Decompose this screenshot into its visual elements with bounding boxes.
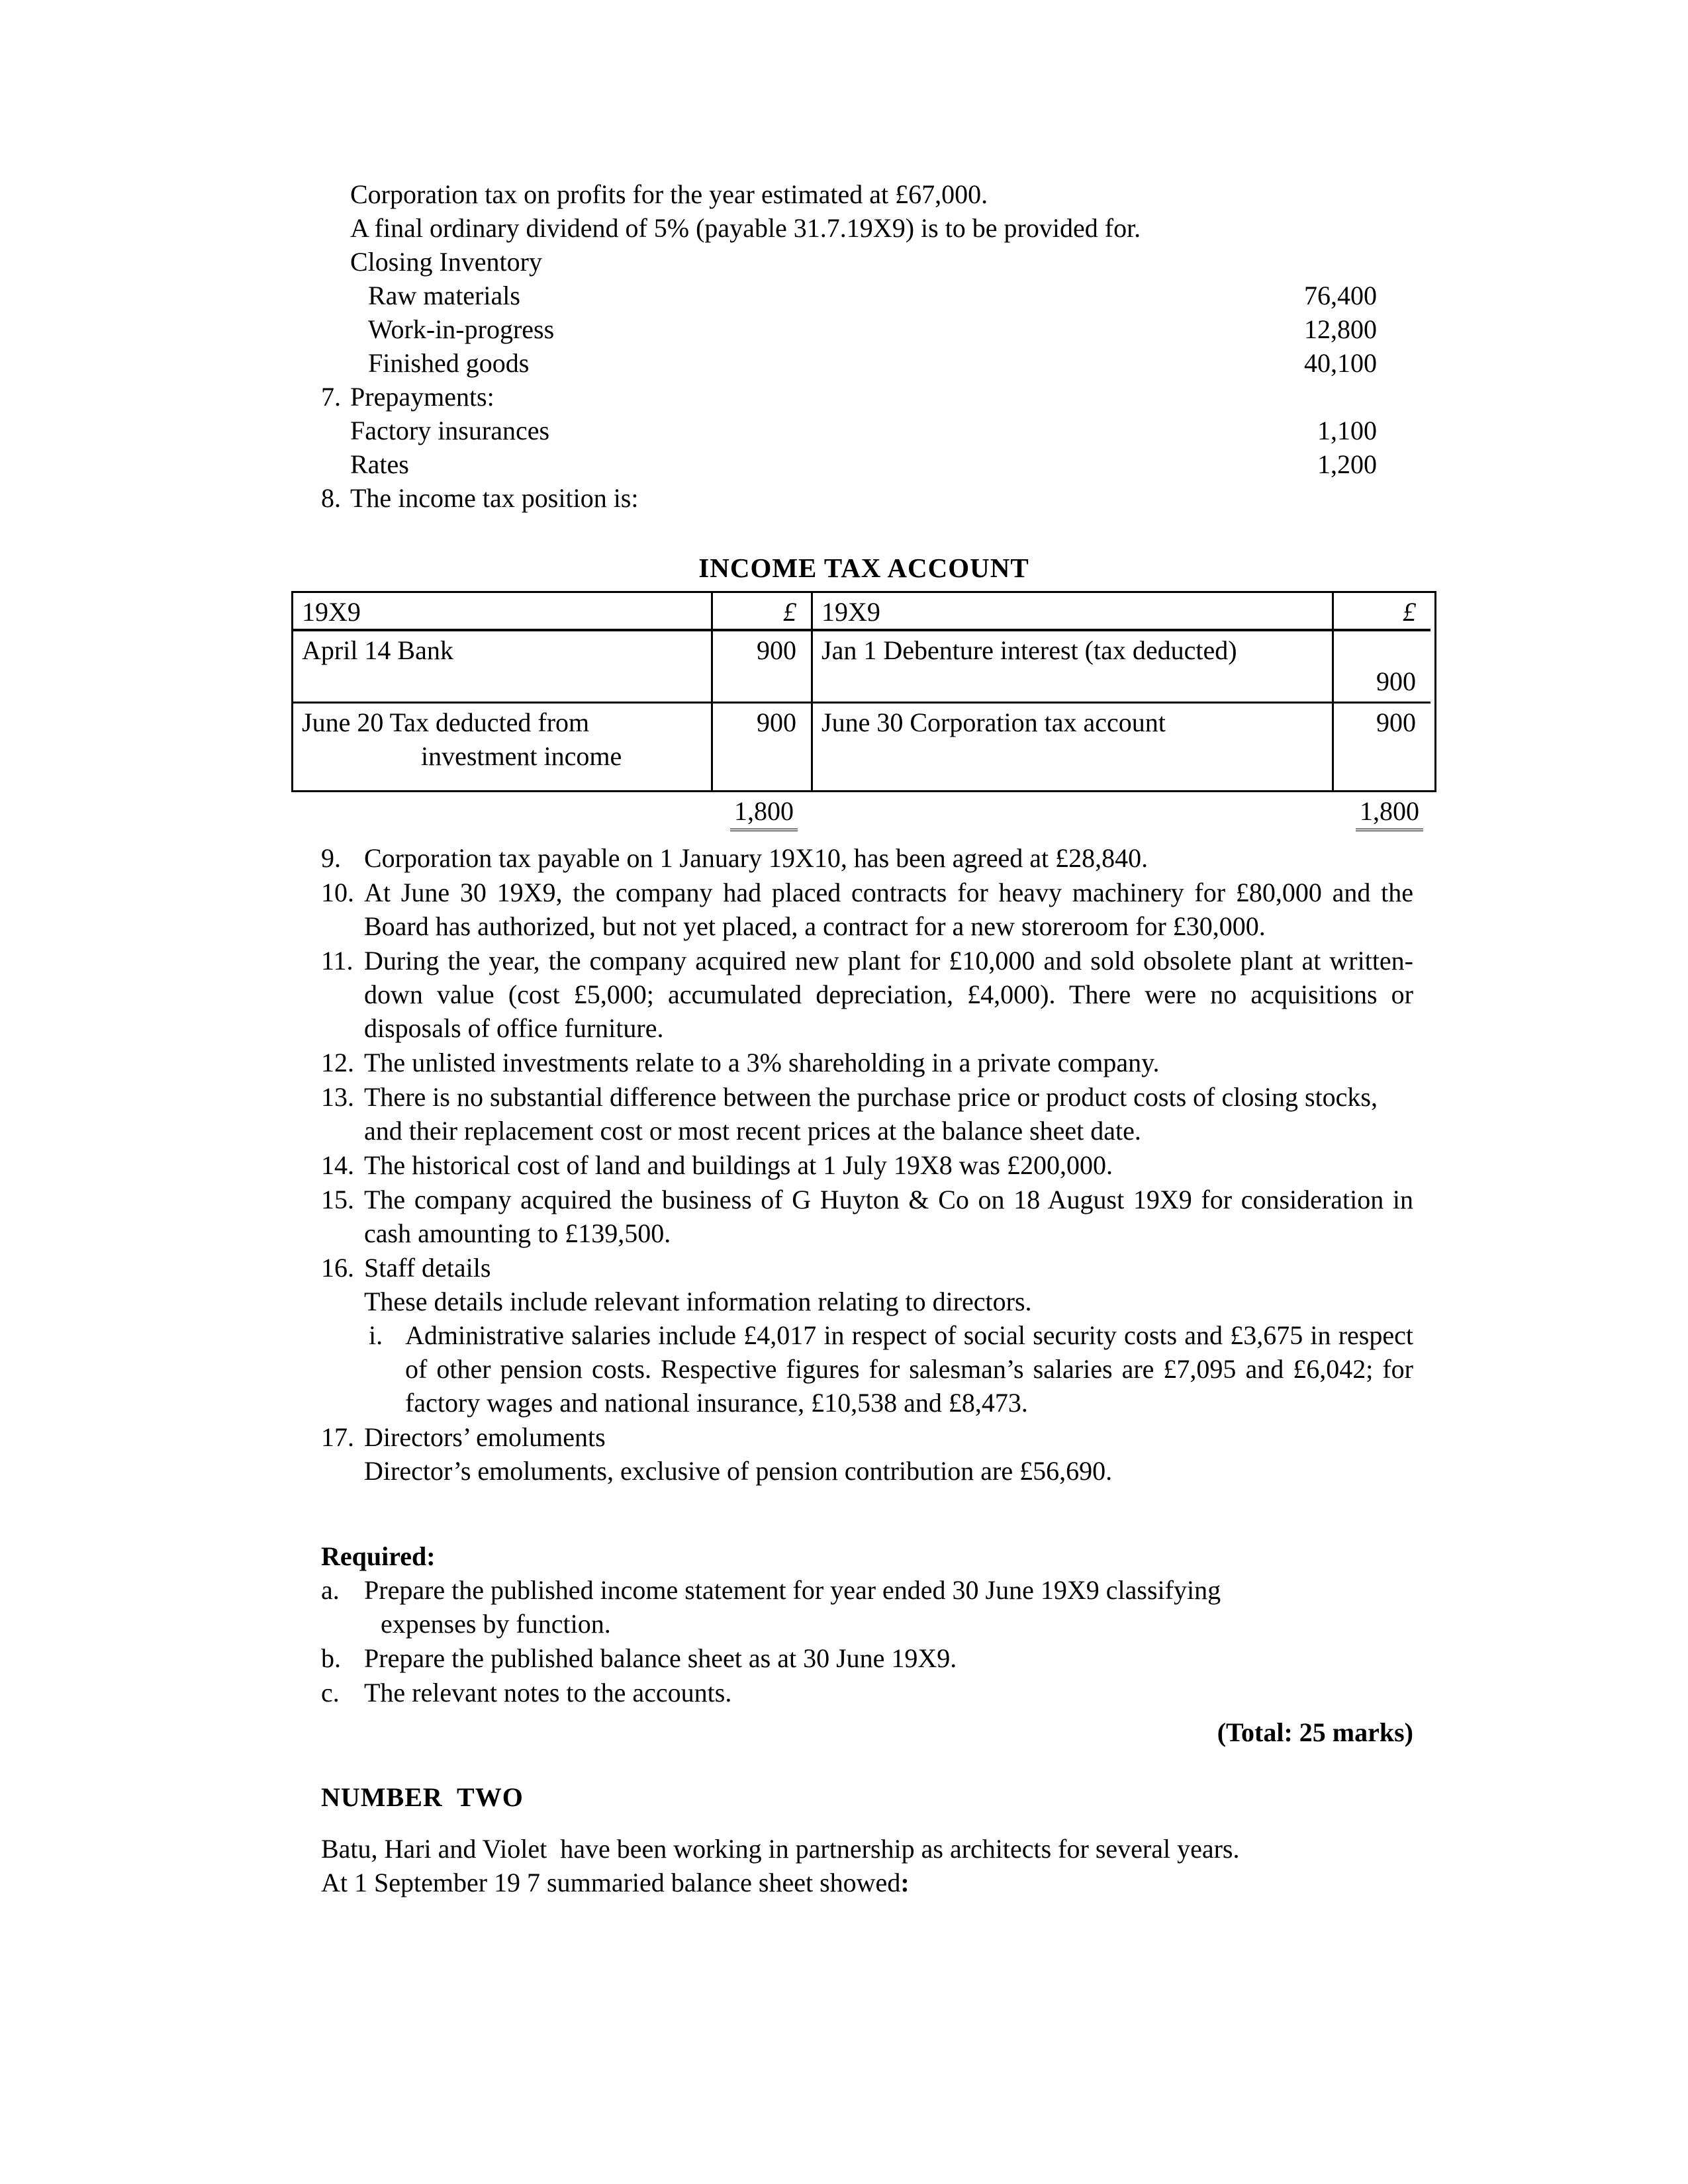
row2-right-desc: June 30 Corporation tax account (813, 704, 1334, 790)
row1-right-amount: 900 (1334, 631, 1430, 704)
income-tax-account-table (291, 591, 1436, 792)
sub-item-text: Administrative salaries include £4,017 in respect of social security costs and £3,675 in respect of other pension costs. Respective figures for salesman’s salaries are £7,095 and £6,042; for factory wages and national insurance, £10,538 and £8,473. (405, 1320, 1413, 1418)
list-item-17 (321, 1420, 1413, 1488)
list-item-10 (321, 876, 1413, 943)
item-number: 9. (321, 843, 341, 873)
list-item-8 (321, 481, 1413, 515)
list-item-12 (321, 1046, 1413, 1079)
item-text: At June 30 19X9, the company had placed contracts for heavy machinery for £80,000 and the Board has authorized, but not yet placed, a contract for a new storeroom for £30,000. (364, 878, 1413, 941)
table-row-2 (293, 704, 1434, 790)
balance-sheet-line (321, 1866, 1413, 1899)
inventory-row (321, 279, 1413, 312)
row2-left-desc-line2: investment income (421, 741, 622, 771)
header-right-pound: £ (1334, 593, 1430, 631)
spacer (554, 312, 1304, 346)
prepayment-row (321, 447, 1413, 481)
list-item-16 (321, 1251, 1413, 1420)
required-heading: Required: (321, 1541, 436, 1571)
intro-line-final-dividend: A final ordinary dividend of 5% (payable 31.7.19X9) is to be provided for. (350, 213, 1141, 243)
item-number: 8. (321, 483, 341, 513)
item-title: Directors’ emoluments (364, 1422, 606, 1452)
table-totals-row (291, 794, 1436, 833)
table-row-1 (293, 631, 1434, 704)
numbered-items (321, 841, 1413, 1488)
item-letter: a. (321, 1575, 340, 1605)
total-marks: (Total: 25 marks) (1217, 1717, 1413, 1747)
item-title: Staff details (364, 1253, 491, 1283)
item-text: The income tax position is: (350, 483, 639, 513)
prepayment-value: 1,100 (1317, 416, 1377, 445)
list-item-13 (321, 1080, 1413, 1148)
spacer (529, 346, 1304, 380)
required-item-a (321, 1573, 1413, 1641)
required-text-line2: expenses by function. (381, 1609, 611, 1639)
item-text: There is no substantial difference between the purchase price or product costs of closing stocks, (364, 1082, 1378, 1112)
intro-line-closing-inventory: Closing Inventory (350, 247, 542, 277)
item-number: 12. (321, 1048, 354, 1077)
balance-sheet-colon: : (900, 1868, 910, 1897)
prepayment-row (321, 414, 1413, 447)
required-text: Prepare the published income statement for year ended 30 June 19X9 classifying (364, 1575, 1221, 1605)
list-item-11 (321, 944, 1413, 1045)
item-number: 15. (321, 1185, 354, 1214)
item-title: Prepayments: (350, 382, 494, 412)
list-item-7 (321, 380, 1413, 414)
sub-item-number: i. (369, 1320, 383, 1350)
item-letter: b. (321, 1643, 341, 1673)
row1-right-desc: Jan 1 Debenture interest (tax deducted) (813, 631, 1334, 704)
item-number: 10. (321, 878, 354, 907)
item-number: 13. (321, 1082, 354, 1112)
prepayment-label: Factory insurances (350, 416, 550, 445)
item-letter: c. (321, 1678, 340, 1707)
item-number: 7. (321, 382, 341, 412)
item-number: 11. (321, 946, 353, 976)
balance-sheet-text: At 1 September 19 7 summaried balance sheet showed (321, 1868, 901, 1897)
row1-left-amount: 900 (713, 631, 813, 704)
list-item-15 (321, 1183, 1413, 1250)
list-item-9 (321, 841, 1413, 875)
income-tax-account-title: INCOME TAX ACCOUNT (698, 553, 1029, 583)
item-text: The historical cost of land and buildings at 1 July 19X8 was £200,000. (364, 1150, 1113, 1180)
inventory-label: Finished goods (368, 348, 530, 378)
item-text: Corporation tax payable on 1 January 19X10, has been agreed at £28,840. (364, 843, 1149, 873)
sub-item-i (369, 1318, 1413, 1420)
total-left: 1,800 (730, 794, 798, 831)
number-two-heading: NUMBER TWO (321, 1782, 524, 1812)
intro-line-corporation-tax: Corporation tax on profits for the year estimated at £67,000. (350, 179, 988, 209)
item-number: 16. (321, 1253, 354, 1283)
header-right-year: 19X9 (813, 593, 1334, 631)
table-header-row (293, 593, 1434, 631)
inventory-label: Raw materials (368, 281, 520, 310)
row2-left-amount: 900 (713, 704, 813, 790)
required-item-c (321, 1676, 1413, 1709)
required-text: Prepare the published balance sheet as at 30 June 19X9. (364, 1643, 957, 1673)
inventory-label: Work-in-progress (368, 314, 555, 344)
row2-left-desc-line1: June 20 Tax deducted from (302, 707, 590, 737)
row2-left-desc (293, 704, 713, 790)
prepayment-value: 1,200 (1317, 449, 1377, 479)
row1-left-desc: April 14 Bank (293, 631, 713, 704)
partnership-intro-line: Batu, Hari and Violet have been working in partnership as architects for several years. (321, 1834, 1240, 1864)
row2-right-amount: 900 (1376, 707, 1416, 737)
header-left-pound: £ (713, 593, 813, 631)
inventory-row (321, 312, 1413, 346)
spacer (549, 414, 1317, 447)
inventory-value: 76,400 (1304, 281, 1377, 310)
item-number: 17. (321, 1422, 354, 1452)
item-text: The company acquired the business of G Huyton & Co on 18 August 19X9 for consideration in cash amounting to £139,500. (364, 1185, 1413, 1248)
list-item-14 (321, 1148, 1413, 1182)
item-text-line2: These details include relevant information relating to directors. (364, 1287, 1032, 1316)
spacer (409, 447, 1317, 481)
prepayment-label: Rates (350, 449, 409, 479)
required-item-b (321, 1641, 1413, 1675)
spacer (520, 279, 1304, 312)
header-left-year: 19X9 (293, 593, 713, 631)
item-text-line2: Director’s emoluments, exclusive of pension contribution are £56,690. (364, 1456, 1113, 1486)
total-right: 1,800 (1356, 794, 1423, 831)
inventory-row (321, 346, 1413, 380)
item-number: 14. (321, 1150, 354, 1180)
required-text: The relevant notes to the accounts. (364, 1678, 732, 1707)
item-text: During the year, the company acquired new plant for £10,000 and sold obsolete plant at written-down value (cost £5,000; accumulated depreciation, £4,000). There were no acquisitions or disposals of office furniture. (364, 946, 1413, 1043)
inventory-value: 40,100 (1304, 348, 1377, 378)
inventory-value: 12,800 (1304, 314, 1377, 344)
item-text: The unlisted investments relate to a 3% shareholding in a private company. (364, 1048, 1160, 1077)
item-text-line2: and their replacement cost or most recent prices at the balance sheet date. (364, 1116, 1141, 1146)
